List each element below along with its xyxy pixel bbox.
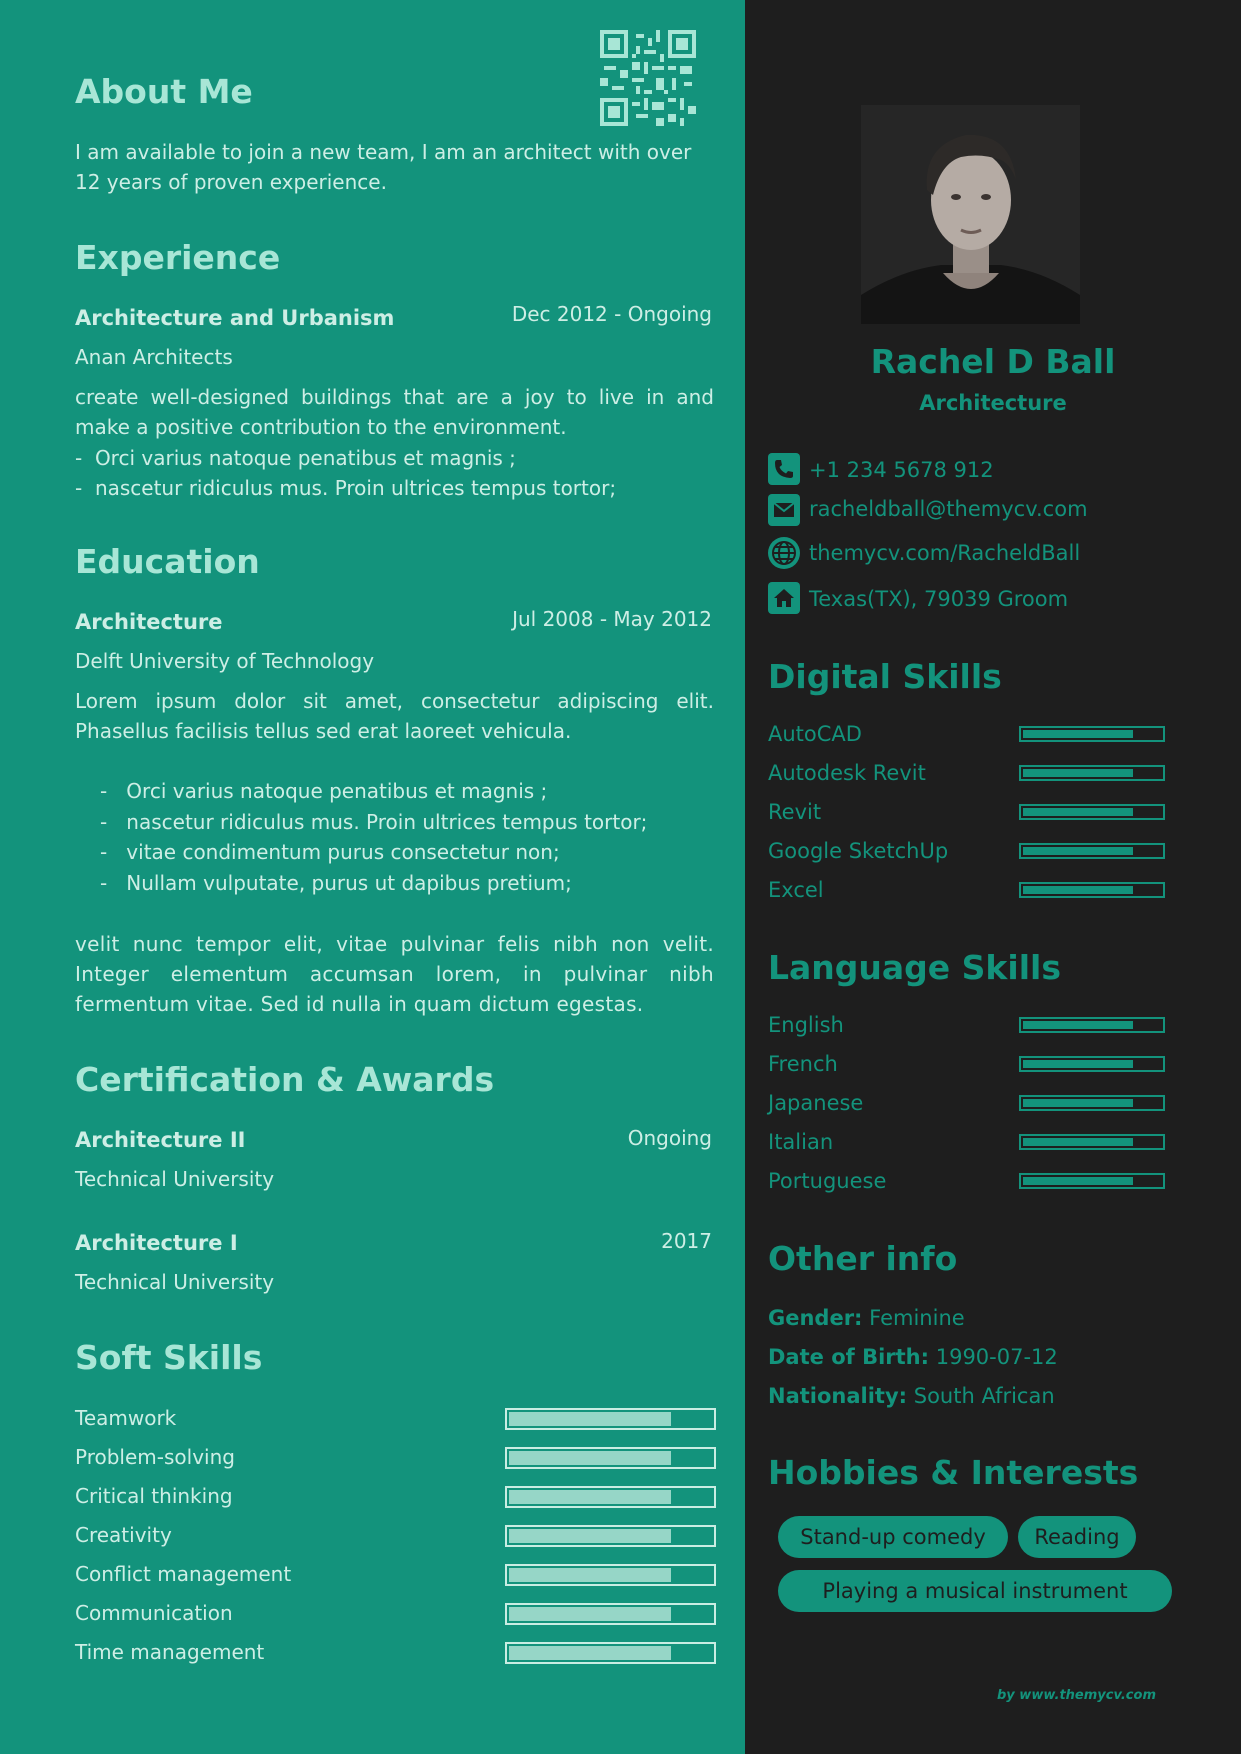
hobby-tag: Playing a musical instrument bbox=[778, 1570, 1172, 1612]
hobby-tag: Reading bbox=[1018, 1516, 1136, 1558]
home-icon bbox=[768, 582, 800, 614]
education-bullet: - Nullam vulputate, purus ut dapibus pretium; bbox=[100, 871, 572, 895]
skill-label: Google SketchUp bbox=[768, 839, 949, 863]
gender-row bbox=[768, 1306, 965, 1330]
skill-bar bbox=[1019, 765, 1165, 781]
soft-skills-heading: Soft Skills bbox=[75, 1338, 263, 1377]
skill-bar bbox=[1019, 1095, 1165, 1111]
skill-bar-fill bbox=[1023, 808, 1133, 816]
cert-title: Architecture II bbox=[75, 1128, 246, 1152]
skill-bar-fill bbox=[509, 1568, 671, 1582]
skill-label: Communication bbox=[75, 1601, 233, 1625]
skill-bar bbox=[1019, 843, 1165, 859]
profile-photo bbox=[861, 105, 1080, 324]
skill-label: English bbox=[768, 1013, 844, 1037]
skill-bar-fill bbox=[509, 1529, 671, 1543]
skill-bar-fill bbox=[1023, 730, 1133, 738]
dob-value: 1990-07-12 bbox=[935, 1345, 1058, 1369]
nationality-label: Nationality: bbox=[768, 1384, 908, 1408]
skill-label: Revit bbox=[768, 800, 822, 824]
about-text-line2: 12 years of proven experience. bbox=[75, 170, 387, 194]
cert-title: Architecture I bbox=[75, 1231, 238, 1255]
experience-title: Architecture and Urbanism bbox=[75, 306, 395, 330]
dob-label: Date of Birth: bbox=[768, 1345, 930, 1369]
skill-bar bbox=[505, 1447, 716, 1469]
gender-label: Gender: bbox=[768, 1306, 863, 1330]
skill-bar-fill bbox=[1023, 1060, 1133, 1068]
education-org: Delft University of Technology bbox=[75, 649, 375, 673]
skill-bar-fill bbox=[509, 1607, 671, 1621]
skill-bar bbox=[505, 1408, 716, 1430]
skill-label: Japanese bbox=[768, 1091, 864, 1115]
skill-label: Italian bbox=[768, 1130, 834, 1154]
dob-row bbox=[768, 1345, 1058, 1369]
profile-name: Rachel D Ball bbox=[870, 342, 1116, 381]
contact-phone[interactable]: +1 234 5678 912 bbox=[809, 458, 994, 482]
language-skills-heading: Language Skills bbox=[768, 948, 1061, 987]
skill-label: AutoCAD bbox=[768, 722, 862, 746]
skill-bar-fill bbox=[1023, 769, 1133, 777]
skill-bar bbox=[1019, 1173, 1165, 1189]
experience-bullet: - Orci varius natoque penatibus et magnis ; bbox=[75, 446, 516, 470]
skill-bar bbox=[505, 1564, 716, 1586]
experience-org: Anan Architects bbox=[75, 345, 233, 369]
contact-email[interactable]: racheldball@themycv.com bbox=[809, 497, 1088, 521]
education-bullet: - vitae condimentum purus consectetur non; bbox=[100, 840, 560, 864]
cert-org: Technical University bbox=[75, 1270, 275, 1294]
education-heading: Education bbox=[75, 542, 260, 581]
skill-bar-fill bbox=[509, 1451, 671, 1465]
contact-address: Texas(TX), 79039 Groom bbox=[809, 587, 1069, 611]
skill-label: Critical thinking bbox=[75, 1484, 233, 1508]
cert-date: Ongoing bbox=[627, 1126, 712, 1150]
profile-title: Architecture bbox=[919, 391, 1067, 415]
skill-label: Teamwork bbox=[75, 1406, 177, 1430]
skill-label: Time management bbox=[75, 1640, 265, 1664]
skill-label: Conflict management bbox=[75, 1562, 292, 1586]
skill-bar-fill bbox=[1023, 1138, 1133, 1146]
education-date: Jul 2008 - May 2012 bbox=[512, 607, 712, 631]
skill-bar bbox=[1019, 882, 1165, 898]
footer-credit[interactable]: by www.themycv.com bbox=[997, 1688, 1156, 1703]
experience-heading: Experience bbox=[75, 238, 281, 277]
skill-bar-fill bbox=[1023, 1099, 1133, 1107]
skill-bar bbox=[1019, 1134, 1165, 1150]
skill-bar-fill bbox=[1023, 1177, 1133, 1185]
qr-code bbox=[600, 30, 696, 126]
skill-bar-fill bbox=[1023, 886, 1133, 894]
cert-date: 2017 bbox=[661, 1229, 712, 1253]
skill-label: French bbox=[768, 1052, 838, 1076]
skill-bar-fill bbox=[509, 1490, 671, 1504]
digital-skills-heading: Digital Skills bbox=[768, 657, 1002, 696]
skill-bar bbox=[1019, 1056, 1165, 1072]
education-closing: velit nunc tempor elit, vitae pulvinar felis nibh non velit. Integer elementum accumsan lorem, in pulvinar nibh fermentum vitae. Sed id nulla in quam dictum egestas. bbox=[75, 932, 714, 1016]
skill-bar bbox=[1019, 1017, 1165, 1033]
skill-bar bbox=[505, 1642, 716, 1664]
education-bullet: - Orci varius natoque penatibus et magnis ; bbox=[100, 779, 548, 803]
skill-bar-fill bbox=[1023, 1021, 1133, 1029]
skill-bar-fill bbox=[1023, 847, 1133, 855]
skill-label: Creativity bbox=[75, 1523, 172, 1547]
experience-date: Dec 2012 - Ongoing bbox=[511, 302, 712, 326]
hobbies-heading: Hobbies & Interests bbox=[768, 1453, 1139, 1492]
nationality-value: South African bbox=[913, 1384, 1055, 1408]
skill-bar-fill bbox=[509, 1412, 671, 1426]
experience-bullet: - nascetur ridiculus mus. Proin ultrices tempus tortor; bbox=[75, 476, 617, 500]
skill-bar bbox=[505, 1603, 716, 1625]
skill-bar bbox=[505, 1486, 716, 1508]
contact-website[interactable]: themycv.com/RacheldBall bbox=[809, 541, 1081, 565]
skill-bar bbox=[505, 1525, 716, 1547]
phone-icon bbox=[768, 453, 800, 485]
experience-description: create well-designed buildings that are a joy to live in and make a positive contribution to the environment. bbox=[75, 385, 714, 439]
education-bullet: - nascetur ridiculus mus. Proin ultrices tempus tortor; bbox=[100, 810, 648, 834]
skill-label: Autodesk Revit bbox=[768, 761, 926, 785]
about-heading: About Me bbox=[75, 72, 253, 111]
education-title: Architecture bbox=[75, 610, 223, 634]
skill-bar bbox=[1019, 726, 1165, 742]
skill-label: Portuguese bbox=[768, 1169, 887, 1193]
certifications-heading: Certification & Awards bbox=[75, 1060, 495, 1099]
about-text-line1: I am available to join a new team, I am an architect with over bbox=[75, 140, 692, 164]
globe-icon bbox=[768, 537, 800, 569]
skill-bar-fill bbox=[509, 1646, 671, 1660]
skill-label: Problem-solving bbox=[75, 1445, 235, 1469]
skill-label: Excel bbox=[768, 878, 824, 902]
gender-value: Feminine bbox=[869, 1306, 965, 1330]
nationality-row bbox=[768, 1384, 1055, 1408]
cert-org: Technical University bbox=[75, 1167, 275, 1191]
other-info-heading: Other info bbox=[768, 1239, 958, 1278]
education-description: Lorem ipsum dolor sit amet, consectetur adipiscing elit. Phasellus facilisis tellus sed erat laoreet vehicula. bbox=[75, 689, 714, 743]
email-icon bbox=[768, 494, 800, 526]
hobby-tag: Stand-up comedy bbox=[778, 1516, 1008, 1558]
skill-bar bbox=[1019, 804, 1165, 820]
